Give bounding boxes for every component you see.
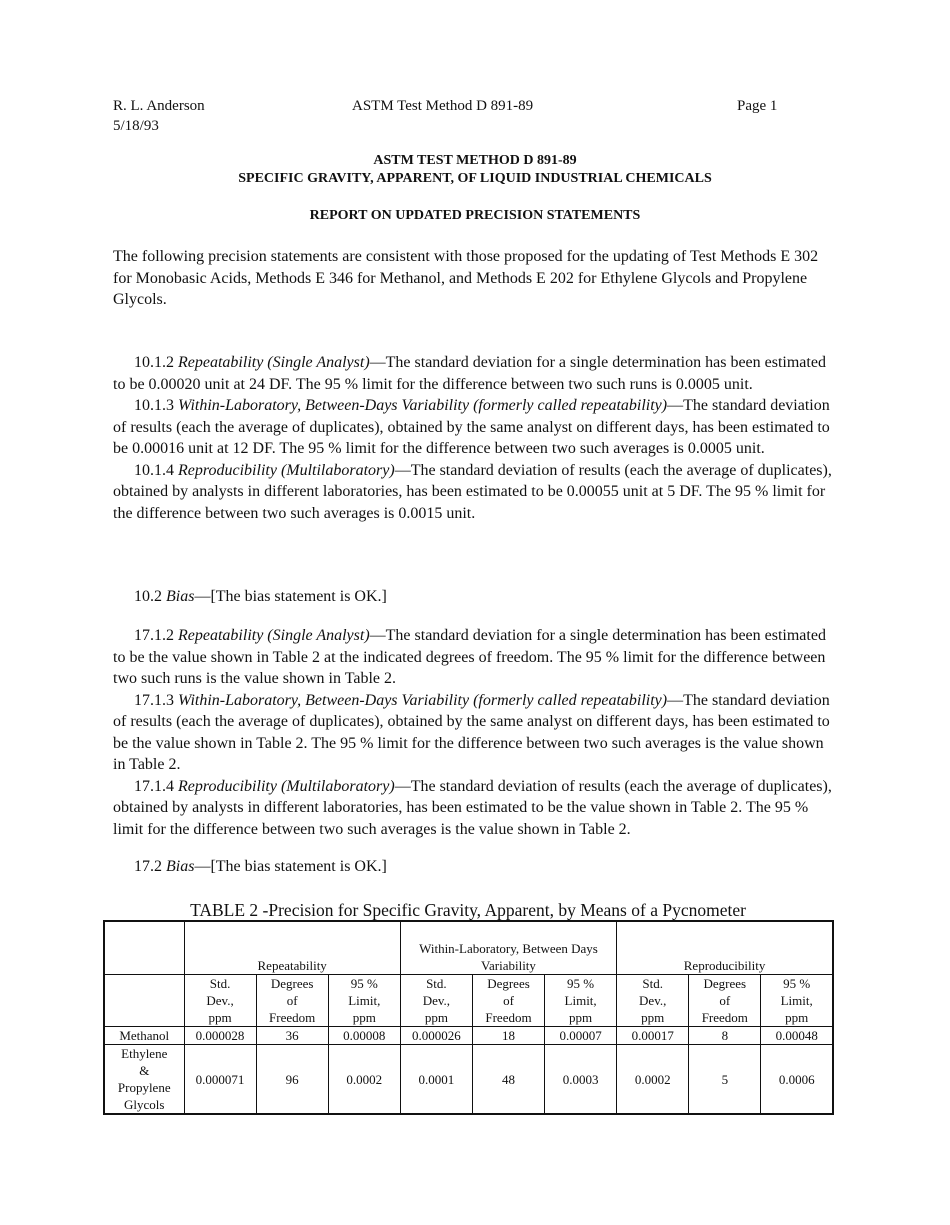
sub-header-line: of <box>719 993 731 1008</box>
cell: 0.000028 <box>184 1027 256 1045</box>
cell: 48 <box>472 1045 544 1115</box>
document-title: ASTM TEST METHOD D 891-89 <box>373 153 577 168</box>
row-label-line: Propylene <box>117 1080 171 1095</box>
paragraph-heading: Within-Laboratory, Between-Days Variability (formerly called repeatability) <box>178 691 668 709</box>
cell: 0.00048 <box>761 1027 833 1045</box>
sub-header-line: Dev., <box>206 993 234 1008</box>
table-row <box>104 1045 833 1115</box>
table-corner-cell <box>104 921 184 975</box>
paragraph-10-2 <box>113 586 835 608</box>
sub-header-cell <box>256 975 328 1027</box>
paragraph-17-2 <box>113 856 835 878</box>
sub-header-cell <box>761 975 833 1027</box>
sub-header-line: ppm <box>424 1010 448 1025</box>
row-label <box>104 1027 184 1045</box>
sub-header-line: ppm <box>569 1010 593 1025</box>
sub-header-line: Std. <box>426 976 447 991</box>
date: 5/18/93 <box>113 118 159 134</box>
sub-header-line: ppm <box>785 1010 809 1025</box>
group-header-within-lab: Within-Laboratory, Between Days Variability <box>400 921 616 975</box>
sub-header-line: 95 % <box>783 976 811 991</box>
paragraph-10-1-4 <box>113 460 835 525</box>
cell: 5 <box>689 1045 761 1115</box>
paragraph-heading: Reproducibility (Multilaboratory) <box>178 777 395 795</box>
paragraph-number: 17.1.2 <box>134 627 178 644</box>
sub-header-line: Degrees <box>703 976 747 991</box>
page-number: Page 1 <box>737 98 778 114</box>
sub-header-line: Limit, <box>564 993 597 1008</box>
sub-header-line: Freedom <box>701 1010 748 1025</box>
sub-header-line: Degrees <box>487 976 530 991</box>
cell: 0.000026 <box>400 1027 472 1045</box>
paragraph-heading: Repeatability (Single Analyst) <box>178 627 370 644</box>
sub-header-row <box>104 975 833 1027</box>
paragraph-number: 10.2 <box>134 588 166 605</box>
cell: 0.0001 <box>400 1045 472 1115</box>
section-10 <box>113 352 835 524</box>
sub-header-line: Freedom <box>269 1010 316 1025</box>
author: R. L. Anderson <box>113 98 205 114</box>
table-row <box>104 1027 833 1045</box>
row-label-line: Glycols <box>124 1097 165 1112</box>
sub-header-cell <box>184 975 256 1027</box>
paragraph-number: 10.1.4 <box>134 461 178 479</box>
sub-header-line: Dev., <box>422 993 451 1008</box>
sub-header-cell <box>689 975 761 1027</box>
report-title: REPORT ON UPDATED PRECISION STATEMENTS <box>309 208 641 223</box>
paragraph-number: 17.1.3 <box>134 691 178 709</box>
cell: 0.0003 <box>545 1045 617 1115</box>
paragraph-number: 10.1.2 <box>134 354 178 371</box>
paragraph-17-1-2 <box>113 625 835 690</box>
sub-header-line: of <box>503 993 514 1008</box>
cell: 0.0006 <box>761 1045 833 1115</box>
group-header-reproducibility: Reproducibility <box>617 921 833 975</box>
paragraph-number: 10.1.3 <box>134 397 178 414</box>
cell: 0.00008 <box>328 1027 400 1045</box>
sub-header-line: 95 % <box>350 976 378 991</box>
paragraph-text: —The standard deviation of results (each the average of duplicates), obtained by the same analyst on different days, has been estimated to be the value shown in Table 2. The 95 % limit for the difference between two such averages is the value shown in Table 2. <box>113 691 830 773</box>
sub-header-cell <box>328 975 400 1027</box>
sub-header-blank <box>104 975 184 1027</box>
cell: 0.000071 <box>184 1045 256 1115</box>
paragraph-text: —The standard deviation of results (each the average of duplicates), obtained by analysts in different laboratories, has been estimated to be 0.00055 unit at 5 DF. The 95 % limit for the difference between two such averages is 0.0015 unit. <box>113 461 832 522</box>
section-10-2 <box>113 586 835 608</box>
sub-header-line: Freedom <box>485 1010 532 1025</box>
paragraph-heading: Bias <box>166 588 195 605</box>
intro-section <box>113 246 835 311</box>
paragraph-17-1-3 <box>113 690 835 776</box>
intro-paragraph: The following precision statements are consistent with those proposed for the updating of Test Methods E 302 for Monobasic Acids, Methods E 346 for Methanol, and Methods E 202 for Ethylene Glycols and Propylene Glycols. <box>113 248 819 308</box>
document-subtitle: SPECIFIC GRAVITY, APPARENT, OF LIQUID INDUSTRIAL CHEMICALS <box>238 171 712 186</box>
paragraph-17-1-4 <box>113 776 835 841</box>
cell: 96 <box>256 1045 328 1115</box>
sub-header-cell <box>545 975 617 1027</box>
precision-table <box>103 920 834 1115</box>
sub-header-line: Limit, <box>780 993 813 1008</box>
paragraph-number: 17.2 <box>134 858 166 875</box>
sub-header-line: Std. <box>642 976 663 991</box>
cell: 0.00007 <box>545 1027 617 1045</box>
section-17-2 <box>113 856 835 878</box>
paragraph-text: —The standard deviation of results (each the average of duplicates), obtained by analysts in different laboratories, has been estimated to be the value shown in Table 2. The 95 % limit for the difference between two such averages is the value shown in Table 2. <box>113 777 832 838</box>
section-17 <box>113 625 835 840</box>
paragraph-heading: Repeatability (Single Analyst) <box>178 354 370 371</box>
row-label-line: & <box>139 1063 150 1078</box>
sub-header-cell <box>617 975 689 1027</box>
group-header-repeatability: Repeatability <box>184 921 400 975</box>
paragraph-heading: Bias <box>166 858 195 875</box>
cell: 36 <box>256 1027 328 1045</box>
sub-header-cell <box>400 975 472 1027</box>
row-label-line: Ethylene <box>121 1046 168 1061</box>
cell: 0.0002 <box>328 1045 400 1115</box>
row-label-line: Methanol <box>119 1028 170 1043</box>
paragraph-10-1-2 <box>113 352 835 395</box>
cell: 0.0002 <box>617 1045 689 1115</box>
sub-header-line: Limit, <box>348 993 381 1008</box>
method-header: ASTM Test Method D 891-89 <box>352 98 534 114</box>
sub-header-cell <box>472 975 544 1027</box>
sub-header-line: Std. <box>209 976 231 991</box>
table-title: TABLE 2 -Precision for Specific Gravity, Apparent, by Means of a Pycnometer <box>190 900 746 920</box>
sub-header-line: Degrees <box>270 976 314 991</box>
paragraph-heading: Within-Laboratory, Between-Days Variability (formerly called repeatability) <box>178 397 668 414</box>
sub-header-line: of <box>286 993 298 1008</box>
sub-header-line: 95 % <box>567 976 595 991</box>
paragraph-10-1-3 <box>113 395 835 460</box>
sub-header-line: ppm <box>641 1010 665 1025</box>
paragraph-text: —[The bias statement is OK.] <box>194 588 387 605</box>
cell: 0.00017 <box>617 1027 689 1045</box>
paragraph-text: —The standard deviation of results (each the average of duplicates), obtained by the same analyst on different days, has been estimated to be 0.00016 unit at 12 DF. The 95 % limit for the difference between two such averages is 0.0005 unit. <box>113 397 830 457</box>
paragraph-number: 17.1.4 <box>134 777 178 795</box>
sub-header-line: ppm <box>352 1010 376 1025</box>
paragraph-text: —[The bias statement is OK.] <box>194 858 387 875</box>
row-label <box>104 1045 184 1115</box>
sub-header-line: ppm <box>208 1010 232 1025</box>
paragraph-text: —The standard deviation for a single determination has been estimated to be 0.00020 unit at 24 DF. The 95 % limit for the difference between two such runs is 0.0005 unit. <box>113 354 826 393</box>
paragraph-heading: Reproducibility (Multilaboratory) <box>178 461 395 479</box>
paragraph-text: —The standard deviation for a single determination has been estimated to be the value shown in Table 2 at the indicated degrees of freedom. The 95 % limit for the difference between two such runs is the value shown in Table 2. <box>113 627 826 687</box>
cell: 8 <box>689 1027 761 1045</box>
cell: 18 <box>472 1027 544 1045</box>
sub-header-line: Dev., <box>639 993 667 1008</box>
